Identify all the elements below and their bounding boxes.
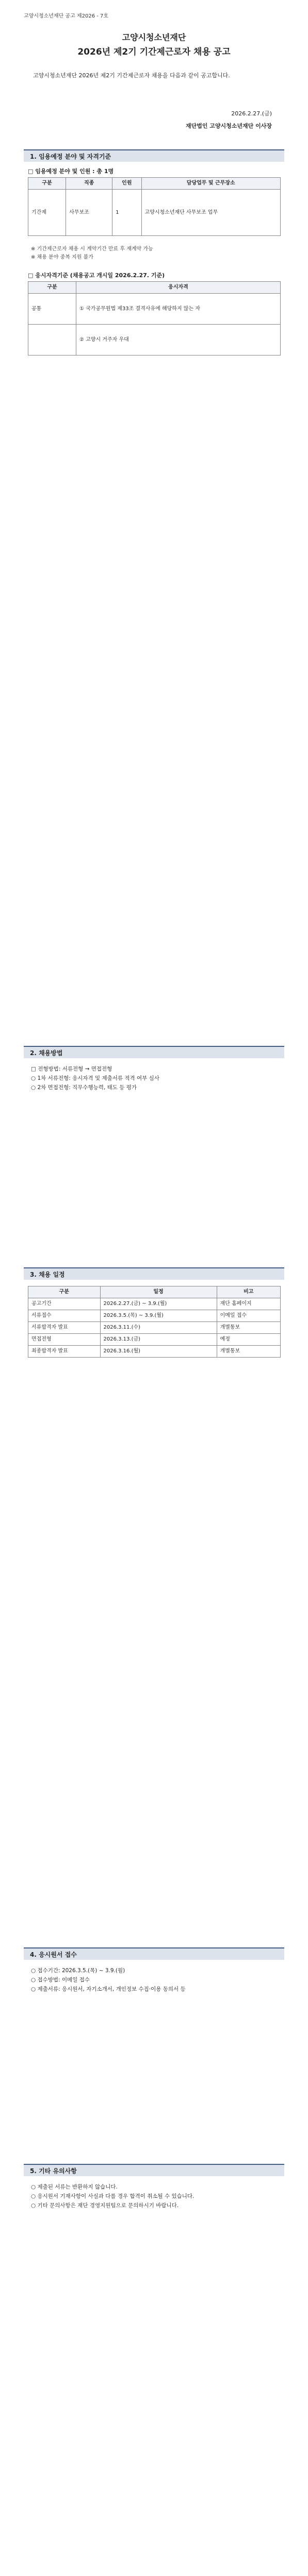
- positions-td: 사무보조: [66, 190, 112, 236]
- section-2-header: 2. 채용방법: [24, 1046, 284, 1058]
- qual-td: 공통: [28, 294, 76, 325]
- schedule-table: [28, 1286, 281, 1358]
- schedule-td: 2026.3.11.(수): [100, 1322, 217, 1334]
- body-line: ○ 응시원서 기재사항이 사실과 다를 경우 합격이 취소될 수 있습니다.: [31, 2193, 194, 2199]
- schedule-td: 서류합격자 발표: [28, 1322, 101, 1334]
- schedule-td: 개별통보: [217, 1322, 280, 1334]
- schedule-td: 서류접수: [28, 1310, 101, 1322]
- schedule-td: 예정: [217, 1334, 280, 1346]
- section-4-header: 4. 응시원서 접수: [24, 1947, 284, 1960]
- qual-td: ① 국가공무원법 제33조 결격사유에 해당하지 않는 자: [76, 294, 281, 325]
- schedule-td: 개별통보: [217, 1346, 280, 1358]
- positions-th: 담당업무 및 근무장소: [141, 178, 280, 190]
- body-line: ○ 제출된 서류는 반환하지 않습니다.: [31, 2184, 118, 2190]
- section-4-body: [31, 1966, 279, 1994]
- schedule-td: 공고기간: [28, 1298, 101, 1310]
- qualification-table: [28, 281, 281, 355]
- positions-table: [28, 177, 281, 236]
- doc-date: 2026.2.27.(금): [231, 110, 272, 117]
- section-2-body: [31, 1064, 279, 1092]
- doc-title-main: 2026년 제2기 기간제근로자 채용 공고: [77, 47, 231, 57]
- positions-td: 1: [112, 190, 141, 236]
- schedule-td: 2026.3.16.(월): [100, 1346, 217, 1358]
- section-1-header: 1. 임용예정 분야 및 자격기준: [24, 149, 284, 162]
- section-1-sub: □ 임용예정 분야 및 인원 : 총 1명: [28, 168, 114, 175]
- body-line: □ 전형방법: 서류전형 → 면접전형: [31, 1066, 112, 1072]
- qual-td: [28, 325, 76, 355]
- qualification-sub: □ 응시자격기준 (채용공고 개시일 2026.2.27. 기준): [28, 272, 165, 279]
- note-line: ※ 채용 분야 중복 지원 불가: [31, 255, 93, 260]
- schedule-th: 비고: [217, 1286, 280, 1298]
- schedule-th: 일정: [100, 1286, 217, 1298]
- body-line: ○ 1차 서류전형: 응시자격 및 제출서류 적격 여부 심사: [31, 1075, 159, 1081]
- body-line: ○ 접수방법: 이메일 접수: [31, 1977, 90, 1983]
- note-line: ※ 기간제근로자 채용 시 계약기간 만료 후 재계약 가능: [31, 246, 153, 252]
- body-line: ○ 2차 면접전형: 직무수행능력, 태도 등 평가: [31, 1084, 137, 1091]
- schedule-td: 2026.2.27.(금) ~ 3.9.(월): [100, 1298, 217, 1310]
- section-5-body: [31, 2182, 279, 2210]
- positions-th: 직종: [66, 178, 112, 190]
- section-3-header: 3. 채용 일정: [24, 1267, 284, 1280]
- document-number: 고양시청소년재단 공고 제2026 - 7호: [24, 13, 109, 19]
- schedule-td: 2026.3.13.(금): [100, 1334, 217, 1346]
- doc-title-org: 고양시청소년재단: [122, 32, 186, 42]
- schedule-td: 최종합격자 발표: [28, 1346, 101, 1358]
- schedule-td: 면접전형: [28, 1334, 101, 1346]
- positions-td: 고양시청소년재단 사무보조 업무: [141, 190, 280, 236]
- qual-th: 구분: [28, 282, 76, 294]
- qual-th: 응시자격: [76, 282, 281, 294]
- doc-intro: 고양시청소년재단 2026년 제2기 기간제근로자 채용을 다음과 같이 공고합니다.: [33, 72, 230, 79]
- positions-th: 인원: [112, 178, 141, 190]
- section-1-notes: [31, 245, 279, 262]
- body-line: ○ 기타 문의사항은 재단 경영지원팀으로 문의하시기 바랍니다.: [31, 2202, 179, 2209]
- qual-td: ② 고양시 거주자 우대: [76, 325, 281, 355]
- body-line: ○ 접수기간: 2026.3.5.(목) ~ 3.9.(월): [31, 1968, 125, 1974]
- schedule-th: 구분: [28, 1286, 101, 1298]
- schedule-td: 2026.3.5.(목) ~ 3.9.(월): [100, 1310, 217, 1322]
- positions-td: 기간제: [28, 190, 66, 236]
- section-5-header: 5. 기타 유의사항: [24, 2164, 284, 2176]
- positions-th: 구분: [28, 178, 66, 190]
- body-line: ○ 제출서류: 응시원서, 자기소개서, 개인정보 수집·이용 동의서 등: [31, 1986, 186, 1992]
- schedule-td: 이메일 접수: [217, 1310, 280, 1322]
- schedule-td: 재단 홈페이지: [217, 1298, 280, 1310]
- doc-signer: 재단법인 고양시청소년재단 이사장: [185, 123, 272, 129]
